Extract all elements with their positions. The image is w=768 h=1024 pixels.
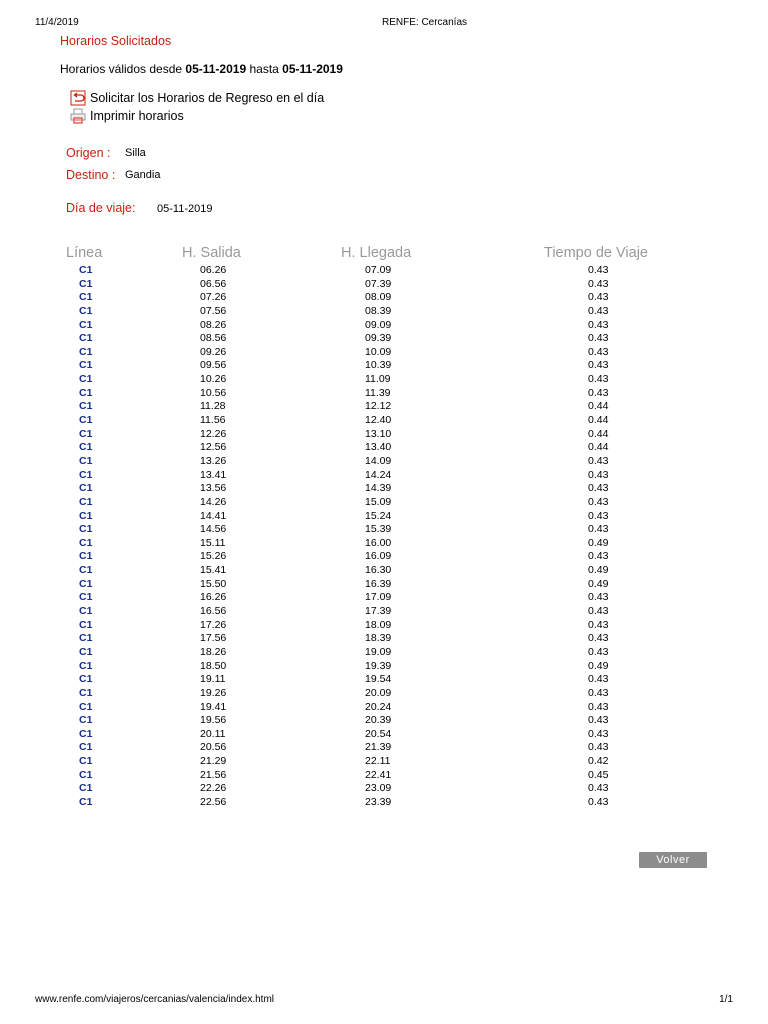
row-arrival: 13.40 <box>365 441 392 454</box>
row-departure: 18.50 <box>200 659 227 672</box>
validity-from: 05-11-2019 <box>185 62 247 76</box>
row-line: C1 <box>79 277 93 290</box>
row-departure: 06.56 <box>200 277 227 290</box>
row-travel-time: 0.43 <box>588 291 609 304</box>
row-line: C1 <box>79 332 93 345</box>
row-departure: 14.41 <box>200 509 227 522</box>
row-arrival: 15.09 <box>365 495 392 508</box>
row-departure: 16.56 <box>200 605 227 618</box>
row-arrival: 14.39 <box>365 482 392 495</box>
validity-text <box>60 62 343 76</box>
origin-label: Origen : <box>66 146 111 160</box>
row-travel-time: 0.43 <box>588 795 609 808</box>
row-travel-time: 0.43 <box>588 509 609 522</box>
row-arrival: 19.39 <box>365 659 392 672</box>
row-line: C1 <box>79 400 93 413</box>
row-departure: 11.56 <box>200 414 226 427</box>
row-arrival: 16.09 <box>365 550 392 563</box>
row-arrival: 12.12 <box>365 400 392 413</box>
row-arrival: 15.39 <box>365 523 392 536</box>
print-schedule-label: Imprimir horarios <box>90 109 184 123</box>
row-travel-time: 0.45 <box>588 768 609 781</box>
row-travel-time: 0.43 <box>588 605 609 618</box>
row-departure: 20.11 <box>200 727 226 740</box>
print-url: www.renfe.com/viajeros/cercanias/valencia/index.html <box>35 994 274 1005</box>
row-arrival: 07.09 <box>365 264 392 276</box>
row-arrival: 14.24 <box>365 468 392 481</box>
row-travel-time: 0.43 <box>588 714 609 727</box>
row-departure: 14.56 <box>200 523 227 536</box>
table-row <box>0 387 768 401</box>
row-departure: 19.41 <box>200 700 227 713</box>
row-departure: 10.56 <box>200 386 227 399</box>
row-departure: 11.28 <box>200 400 226 413</box>
table-row <box>0 769 768 783</box>
table-row <box>0 755 768 769</box>
table-row <box>0 441 768 455</box>
row-travel-time: 0.43 <box>588 304 609 317</box>
row-line: C1 <box>79 304 93 317</box>
validity-to: 05-11-2019 <box>282 62 343 76</box>
row-travel-time: 0.43 <box>588 523 609 536</box>
row-line: C1 <box>79 482 93 495</box>
row-travel-time: 0.43 <box>588 468 609 481</box>
print-footer <box>0 994 768 1008</box>
row-travel-time: 0.43 <box>588 264 609 276</box>
row-arrival: 16.00 <box>365 536 392 549</box>
row-travel-time: 0.43 <box>588 700 609 713</box>
row-travel-time: 0.43 <box>588 550 609 563</box>
row-arrival: 08.09 <box>365 291 392 304</box>
table-row <box>0 564 768 578</box>
table-row <box>0 346 768 360</box>
print-date: 11/4/2019 <box>35 17 79 28</box>
row-travel-time: 0.49 <box>588 564 609 577</box>
row-travel-time: 0.43 <box>588 632 609 645</box>
row-arrival: 14.09 <box>365 454 392 467</box>
row-travel-time: 0.43 <box>588 782 609 795</box>
printer-icon <box>70 108 86 124</box>
row-departure: 19.11 <box>200 673 226 686</box>
table-row <box>0 605 768 619</box>
table-row <box>0 741 768 755</box>
row-arrival: 17.09 <box>365 591 392 604</box>
row-line: C1 <box>79 536 93 549</box>
row-travel-time: 0.43 <box>588 359 609 372</box>
row-travel-time: 0.43 <box>588 591 609 604</box>
table-row <box>0 550 768 564</box>
row-travel-time: 0.43 <box>588 686 609 699</box>
row-line: C1 <box>79 577 93 590</box>
table-row <box>0 714 768 728</box>
row-departure: 18.26 <box>200 645 227 658</box>
row-line: C1 <box>79 755 93 768</box>
row-travel-time: 0.49 <box>588 536 609 549</box>
table-row <box>0 632 768 646</box>
table-row <box>0 482 768 496</box>
row-departure: 07.26 <box>200 291 227 304</box>
row-line: C1 <box>79 645 93 658</box>
table-row <box>0 455 768 469</box>
row-arrival: 16.39 <box>365 577 392 590</box>
row-departure: 17.26 <box>200 618 227 631</box>
table-row <box>0 278 768 292</box>
row-arrival: 19.09 <box>365 645 392 658</box>
row-departure: 08.26 <box>200 318 227 331</box>
row-line: C1 <box>79 468 93 481</box>
row-line: C1 <box>79 605 93 618</box>
row-travel-time: 0.42 <box>588 755 609 768</box>
row-arrival: 19.54 <box>365 673 392 686</box>
row-line: C1 <box>79 700 93 713</box>
row-arrival: 10.09 <box>365 345 392 358</box>
page-title: Horarios Solicitados <box>60 34 172 48</box>
row-departure: 20.56 <box>200 741 227 754</box>
row-departure: 12.56 <box>200 441 227 454</box>
row-line: C1 <box>79 427 93 440</box>
row-departure: 16.26 <box>200 591 227 604</box>
row-line: C1 <box>79 509 93 522</box>
row-departure: 21.29 <box>200 755 227 768</box>
row-travel-time: 0.43 <box>588 318 609 331</box>
back-button[interactable]: Volver <box>639 852 707 868</box>
row-arrival: 08.39 <box>365 304 392 317</box>
row-line: C1 <box>79 495 93 508</box>
table-row <box>0 496 768 510</box>
row-departure: 21.56 <box>200 768 227 781</box>
row-travel-time: 0.43 <box>588 618 609 631</box>
row-travel-time: 0.43 <box>588 332 609 345</box>
destination-label: Destino : <box>66 168 116 182</box>
row-line: C1 <box>79 659 93 672</box>
row-travel-time: 0.44 <box>588 427 609 440</box>
row-departure: 15.41 <box>200 564 227 577</box>
row-line: C1 <box>79 782 93 795</box>
table-row <box>0 359 768 373</box>
row-arrival: 15.24 <box>365 509 392 522</box>
table-row <box>0 400 768 414</box>
row-travel-time: 0.43 <box>588 495 609 508</box>
row-travel-time: 0.49 <box>588 659 609 672</box>
row-travel-time: 0.49 <box>588 577 609 590</box>
table-row <box>0 523 768 537</box>
print-page-title: RENFE: Cercanías <box>382 17 468 28</box>
row-arrival: 10.39 <box>365 359 392 372</box>
row-arrival: 12.40 <box>365 414 392 427</box>
row-line: C1 <box>79 318 93 331</box>
row-line: C1 <box>79 441 93 454</box>
row-line: C1 <box>79 673 93 686</box>
table-row <box>0 291 768 305</box>
row-line: C1 <box>79 523 93 536</box>
table-row <box>0 414 768 428</box>
row-departure: 06.26 <box>200 264 227 276</box>
row-arrival: 16.30 <box>365 564 392 577</box>
row-line: C1 <box>79 564 93 577</box>
row-arrival: 18.09 <box>365 618 392 631</box>
column-header-departure: H. Salida <box>182 245 241 261</box>
table-row <box>0 646 768 660</box>
row-travel-time: 0.43 <box>588 386 609 399</box>
table-row <box>0 264 768 278</box>
table-row <box>0 305 768 319</box>
table-row <box>0 660 768 674</box>
row-travel-time: 0.44 <box>588 400 609 413</box>
row-departure: 14.26 <box>200 495 227 508</box>
row-travel-time: 0.43 <box>588 482 609 495</box>
row-departure: 07.56 <box>200 304 227 317</box>
row-departure: 13.56 <box>200 482 227 495</box>
row-arrival: 09.39 <box>365 332 392 345</box>
row-line: C1 <box>79 727 93 740</box>
row-line: C1 <box>79 345 93 358</box>
row-line: C1 <box>79 264 93 276</box>
row-arrival: 11.09 <box>365 373 391 386</box>
table-row <box>0 728 768 742</box>
row-travel-time: 0.43 <box>588 727 609 740</box>
row-line: C1 <box>79 454 93 467</box>
table-row <box>0 332 768 346</box>
table-row <box>0 373 768 387</box>
row-travel-time: 0.43 <box>588 277 609 290</box>
row-arrival: 18.39 <box>365 632 392 645</box>
row-line: C1 <box>79 550 93 563</box>
travel-date-value: 05-11-2019 <box>157 203 213 215</box>
table-row <box>0 687 768 701</box>
row-line: C1 <box>79 632 93 645</box>
table-row <box>0 619 768 633</box>
print-header <box>0 17 768 31</box>
schedule-table <box>0 264 768 810</box>
row-departure: 22.26 <box>200 782 227 795</box>
row-line: C1 <box>79 686 93 699</box>
row-line: C1 <box>79 359 93 372</box>
table-row <box>0 591 768 605</box>
row-travel-time: 0.43 <box>588 345 609 358</box>
row-line: C1 <box>79 414 93 427</box>
row-departure: 09.56 <box>200 359 227 372</box>
origin-value: Silla <box>125 147 146 159</box>
row-departure: 08.56 <box>200 332 227 345</box>
row-line: C1 <box>79 741 93 754</box>
row-departure: 19.26 <box>200 686 227 699</box>
row-departure: 10.26 <box>200 373 227 386</box>
table-row <box>0 796 768 810</box>
table-row <box>0 510 768 524</box>
row-line: C1 <box>79 714 93 727</box>
row-arrival: 22.41 <box>365 768 392 781</box>
row-departure: 09.26 <box>200 345 227 358</box>
request-return-schedule-label: Solicitar los Horarios de Regreso en el día <box>90 91 325 105</box>
row-arrival: 22.11 <box>365 755 391 768</box>
row-travel-time: 0.43 <box>588 673 609 686</box>
row-line: C1 <box>79 591 93 604</box>
table-row <box>0 537 768 551</box>
row-arrival: 23.09 <box>365 782 392 795</box>
row-departure: 15.50 <box>200 577 227 590</box>
row-travel-time: 0.43 <box>588 373 609 386</box>
row-arrival: 07.39 <box>365 277 392 290</box>
destination-value: Gandia <box>125 169 161 181</box>
row-travel-time: 0.43 <box>588 741 609 754</box>
validity-prefix: Horarios válidos desde <box>60 62 186 76</box>
row-arrival: 20.24 <box>365 700 392 713</box>
column-header-travel-time: Tiempo de Viaje <box>544 245 648 261</box>
print-schedule-link[interactable] <box>70 108 184 124</box>
table-row <box>0 469 768 483</box>
table-row <box>0 673 768 687</box>
row-travel-time: 0.43 <box>588 645 609 658</box>
travel-date-label: Día de viaje: <box>66 201 136 215</box>
row-departure: 22.56 <box>200 795 227 808</box>
row-line: C1 <box>79 618 93 631</box>
print-page-count: 1/1 <box>719 994 733 1005</box>
request-return-schedule-link[interactable] <box>70 90 324 106</box>
table-row <box>0 701 768 715</box>
table-row <box>0 782 768 796</box>
row-arrival: 23.39 <box>365 795 392 808</box>
row-arrival: 21.39 <box>365 741 392 754</box>
row-line: C1 <box>79 795 93 808</box>
row-departure: 15.11 <box>200 536 226 549</box>
validity-middle: hasta <box>246 62 283 76</box>
row-line: C1 <box>79 373 93 386</box>
column-header-line: Línea <box>66 245 103 261</box>
row-departure: 12.26 <box>200 427 227 440</box>
row-line: C1 <box>79 386 93 399</box>
row-arrival: 13.10 <box>365 427 392 440</box>
row-travel-time: 0.44 <box>588 441 609 454</box>
row-arrival: 20.54 <box>365 727 392 740</box>
row-departure: 19.56 <box>200 714 227 727</box>
row-departure: 13.26 <box>200 454 227 467</box>
row-arrival: 11.39 <box>365 386 391 399</box>
row-line: C1 <box>79 768 93 781</box>
table-row <box>0 428 768 442</box>
row-arrival: 20.09 <box>365 686 392 699</box>
table-row <box>0 319 768 333</box>
row-arrival: 17.39 <box>365 605 392 618</box>
row-line: C1 <box>79 291 93 304</box>
return-arrow-icon <box>70 90 86 106</box>
row-departure: 15.26 <box>200 550 227 563</box>
column-header-arrival: H. Llegada <box>341 245 412 261</box>
row-departure: 13.41 <box>200 468 227 481</box>
row-travel-time: 0.44 <box>588 414 609 427</box>
row-travel-time: 0.43 <box>588 454 609 467</box>
row-arrival: 20.39 <box>365 714 392 727</box>
row-departure: 17.56 <box>200 632 227 645</box>
table-row <box>0 578 768 592</box>
row-arrival: 09.09 <box>365 318 392 331</box>
